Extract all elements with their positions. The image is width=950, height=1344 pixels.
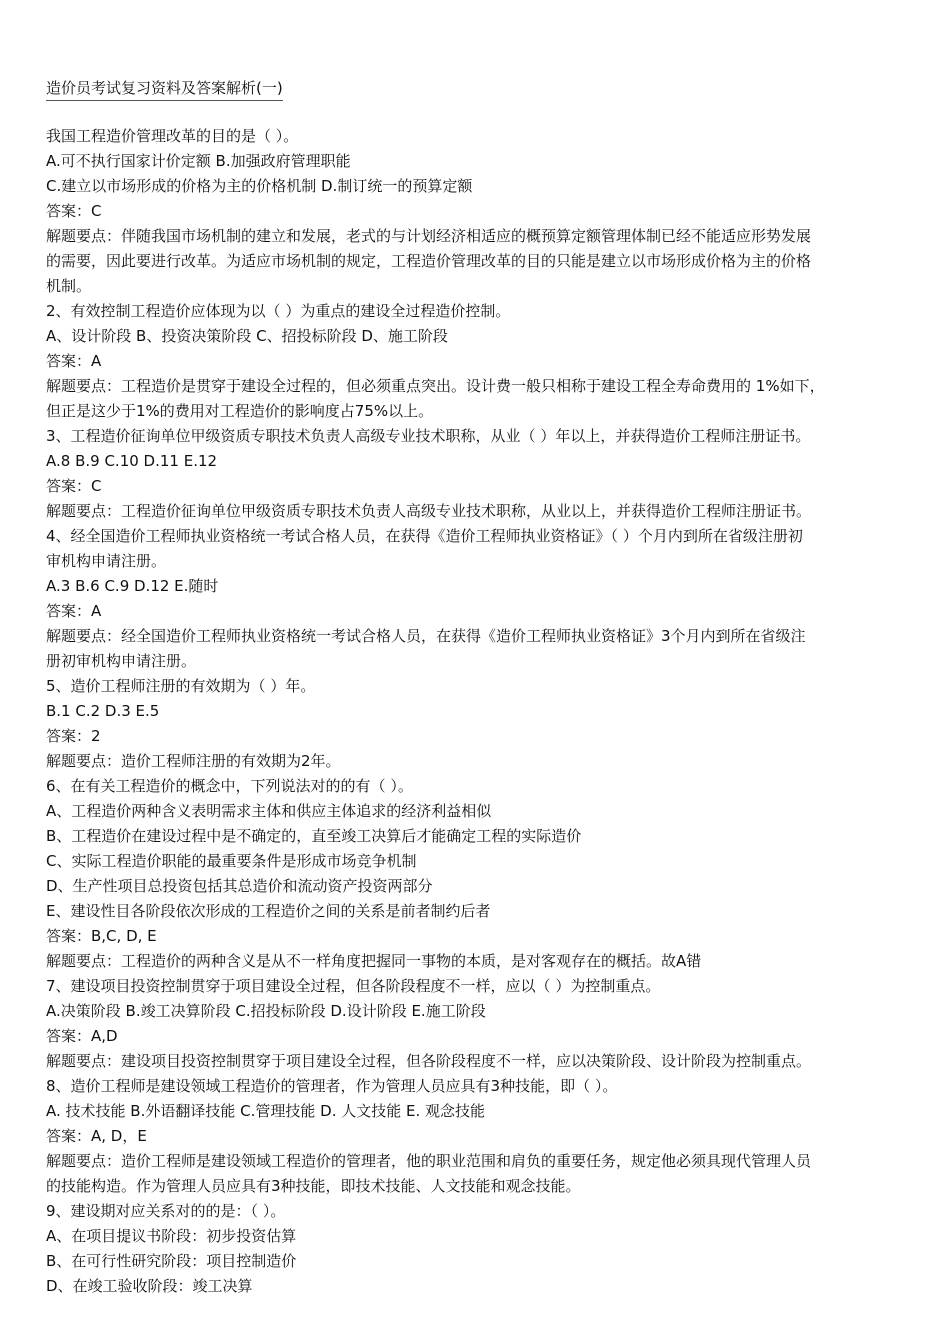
text-line: A. 技术技能 B.外语翻译技能 C.管理技能 D. 人文技能 E. 观念技能 <box>46 1102 486 1120</box>
text-line: D、在竣工验收阶段：竣工决算 <box>46 1277 253 1295</box>
text-line: A.8 B.9 C.10 D.11 E.12 <box>46 452 218 470</box>
text-line: 答案：A, D，E <box>46 1127 147 1145</box>
text-line: B.1 C.2 D.3 E.5 <box>46 702 160 720</box>
text-line: 解题要点：经全国造价工程师执业资格统一考试合格人员，在获得《造价工程师执业资格证》3个月内到所在省级注 <box>46 627 806 645</box>
text-line: 8、造价工程师是建设领域工程造价的管理者，作为管理人员应具有3种技能，即（ ）。 <box>46 1077 618 1095</box>
text-line: 解题要点：工程造价征询单位甲级资质专职技术负责人高级专业技术职称，从业以上，并获得造价工程师注册证书。 <box>46 502 812 520</box>
text-line: 机制。 <box>46 277 92 295</box>
text-line: 的需要，因此要进行改革。为适应市场机制的规定，工程造价管理改革的目的只能是建立以市场形成价格为主的价格 <box>46 252 812 270</box>
text-line: 解题要点：工程造价的两种含义是从不一样角度把握同一事物的本质，是对客观存在的概括。故A错 <box>46 952 702 970</box>
text-line: 的技能构造。作为管理人员应具有3种技能，即技术技能、人文技能和观念技能。 <box>46 1177 581 1195</box>
text-line: 解题要点：造价工程师注册的有效期为2年。 <box>46 752 341 770</box>
text-line: A、设计阶段 B、投资决策阶段 C、招投标阶段 D、施工阶段 <box>46 327 448 345</box>
text-line: D、生产性项目总投资包括其总造价和流动资产投资两部分 <box>46 877 433 895</box>
text-line: 解题要点：造价工程师是建设领域工程造价的管理者，他的职业范围和肩负的重要任务，规定他必须具现代管理人员 <box>46 1152 812 1170</box>
text-line: 答案：A,D <box>46 1027 118 1045</box>
document-title: 造价员考试复习资料及答案解析(一) <box>46 76 283 101</box>
text-line: A.3 B.6 C.9 D.12 E.随时 <box>46 577 219 595</box>
text-line: B、在可行性研究阶段：项目控制造价 <box>46 1252 297 1270</box>
text-line: 9、建设期对应关系对的的是：（ ）。 <box>46 1202 286 1220</box>
text-line: 答案：C <box>46 477 102 495</box>
text-line: 6、在有关工程造价的概念中，下列说法对的的有（ ）。 <box>46 777 413 795</box>
text-line: A.可不执行国家计价定额 B.加强政府管理职能 <box>46 152 351 170</box>
text-line: 5、造价工程师注册的有效期为（ ）年。 <box>46 677 316 695</box>
text-line: 但正是这少于1%的费用对工程造价的影响度占75%以上。 <box>46 402 434 420</box>
text-line: 审机构申请注册。 <box>46 552 167 570</box>
text-line: B、工程造价在建设过程中是不确定的，直至竣工决算后才能确定工程的实际造价 <box>46 827 582 845</box>
text-line: 解题要点：工程造价是贯穿于建设全过程的，但必须重点突出。设计费一般只相称于建设工程全寿命费用的 1%如下， <box>46 377 825 395</box>
text-line: 答案：2 <box>46 727 101 745</box>
text-line: C、实际工程造价职能的最重要条件是形成市场竞争机制 <box>46 852 417 870</box>
text-line: 4、经全国造价工程师执业资格统一考试合格人员，在获得《造价工程师执业资格证》（ ）个月内到所在省级注册初 <box>46 527 803 545</box>
text-line: 答案：C <box>46 202 102 220</box>
text-line: A、在项目提议书阶段：初步投资估算 <box>46 1227 297 1245</box>
text-line: 3、工程造价征询单位甲级资质专职技术负责人高级专业技术职称，从业（ ）年以上，并获得造价工程师注册证书。 <box>46 427 811 445</box>
text-line: 2、有效控制工程造价应体现为以（ ）为重点的建设全过程造价控制。 <box>46 302 511 320</box>
text-line: 答案：A <box>46 352 102 370</box>
text-line: A、工程造价两种含义表明需求主体和供应主体追求的经济利益相似 <box>46 802 492 820</box>
document-body <box>46 124 908 1299</box>
text-line: 解题要点：建设项目投资控制贯穿于项目建设全过程，但各阶段程度不一样，应以决策阶段、设计阶段为控制重点。 <box>46 1052 812 1070</box>
text-line: E、建设性目各阶段依次形成的工程造价之间的关系是前者制约后者 <box>46 902 491 920</box>
text-line: 答案：B,C, D, E <box>46 927 157 945</box>
text-line: 答案：A <box>46 602 102 620</box>
text-line: 7、建设项目投资控制贯穿于项目建设全过程，但各阶段程度不一样，应以（ ）为控制重点。 <box>46 977 661 995</box>
text-line: 册初审机构申请注册。 <box>46 652 197 670</box>
text-line: C.建立以市场形成的价格为主的价格机制 D.制订统一的预算定额 <box>46 177 473 195</box>
text-line: 我国工程造价管理改革的目的是（ ）。 <box>46 127 299 145</box>
text-line: A.决策阶段 B.竣工决算阶段 C.招投标阶段 D.设计阶段 E.施工阶段 <box>46 1002 486 1020</box>
text-line: 解题要点：伴随我国市场机制的建立和发展，老式的与计划经济相适应的概预算定额管理体制已经不能适应形势发展 <box>46 227 812 245</box>
